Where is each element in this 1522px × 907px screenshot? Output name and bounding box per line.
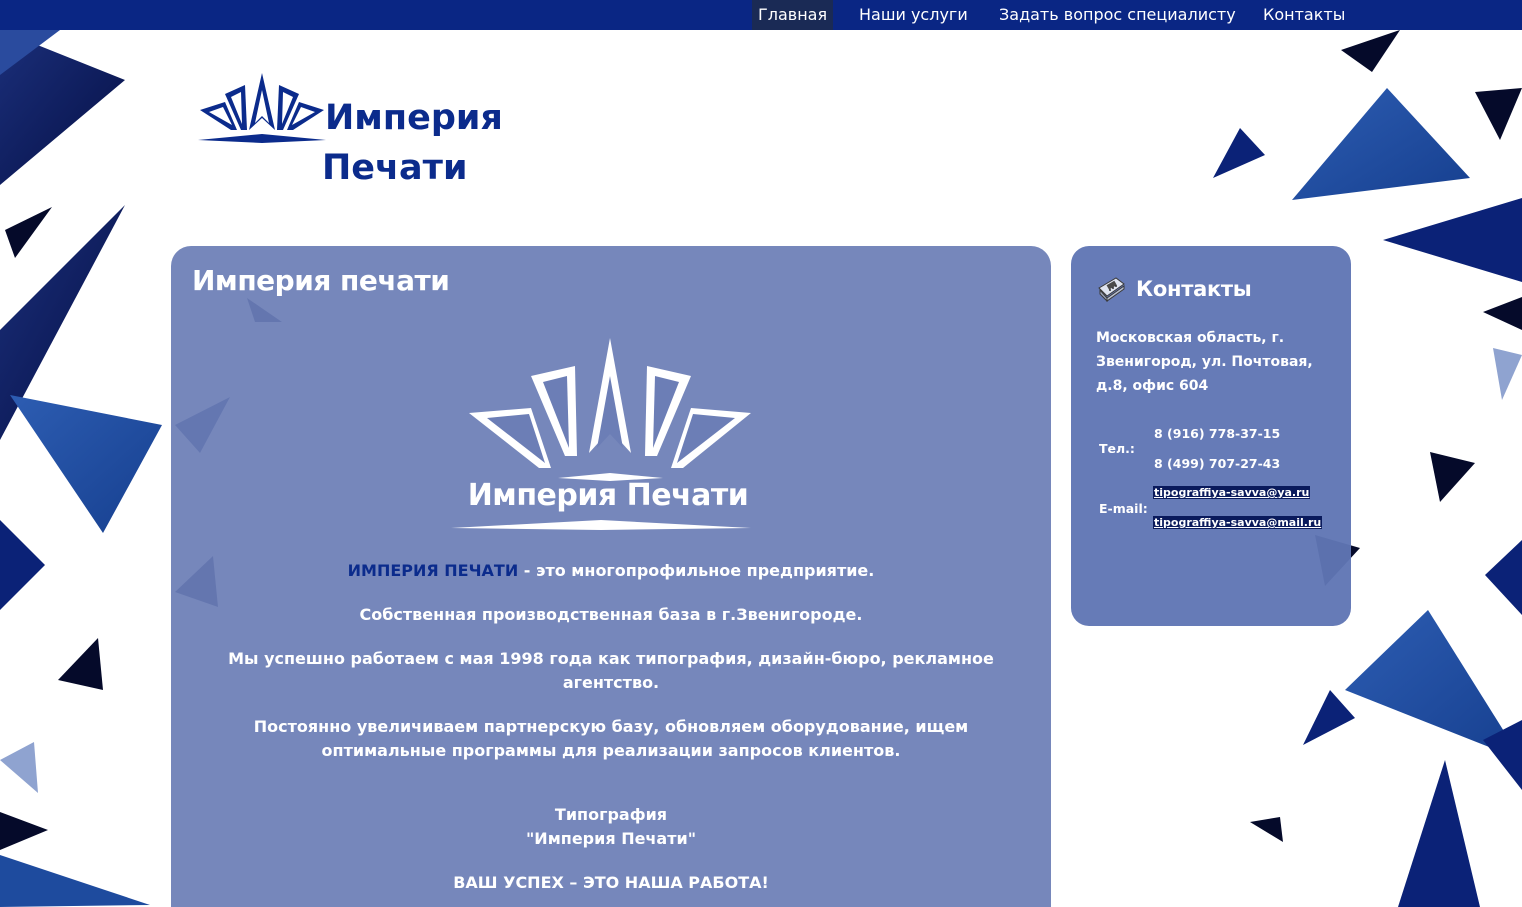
production-paragraph: Собственная производственная база в г.Звенигороде. (359, 605, 863, 624)
logo-text-line2: Печати (322, 148, 468, 188)
contacts-title: Контакты (1136, 277, 1252, 301)
email-link-2[interactable]: tipograffiya-savva@mail.ru (1154, 516, 1322, 529)
triangle (0, 520, 45, 610)
main-logo-text: Империя Печати (467, 478, 749, 513)
phone-1: 8 (916) 778-37-15 (1154, 426, 1281, 441)
signature-line1: Типография (554, 805, 668, 824)
signature-block (211, 803, 1011, 851)
slogan: ВАШ УСПЕХ – ЭТО НАША РАБОТА! (453, 873, 769, 892)
triangle (1292, 88, 1470, 200)
nav-item-services[interactable]: Наши услуги (859, 5, 968, 24)
triangle (1303, 690, 1355, 745)
triangle (1398, 760, 1480, 907)
triangle (1341, 30, 1400, 72)
nav-item-home[interactable]: Главная (752, 0, 833, 30)
intro-paragraph (211, 559, 1011, 583)
triangle (1213, 128, 1265, 178)
signature-line2: "Империя Печати" (525, 829, 697, 848)
triangle (0, 812, 48, 850)
main-logo (463, 338, 763, 538)
triangle (1475, 88, 1522, 140)
crown-star-icon (195, 68, 330, 148)
logo-text-line1: Империя (325, 98, 503, 138)
triangle (0, 855, 150, 907)
triangle (1483, 297, 1522, 330)
phone-2: 8 (499) 707-27-43 (1154, 456, 1281, 471)
triangle (1493, 348, 1522, 400)
telephone-icon (1096, 276, 1126, 302)
page-title: Империя печати (192, 264, 450, 297)
top-navigation (0, 0, 1522, 30)
email-link-1[interactable]: tipograffiya-savva@ya.ru (1154, 486, 1310, 499)
site-logo[interactable] (195, 68, 505, 193)
tel-label: Тел.: (1099, 441, 1135, 456)
triangle (1250, 817, 1283, 842)
growth-paragraph: Постоянно увеличиваем партнерскую базу, обновляем оборудование, ищем оптимальные программы для реализации запросов клиентов. (253, 717, 969, 760)
main-content-panel (171, 246, 1051, 907)
triangle (1383, 198, 1522, 282)
logo-underline (451, 518, 751, 532)
contacts-panel (1071, 246, 1351, 626)
history-paragraph: Мы успешно работаем с мая 1998 года как типография, дизайн-бюро, рекламное агентство. (228, 649, 994, 692)
nav-item-contacts[interactable]: Контакты (1263, 5, 1346, 24)
crown-star-icon (463, 338, 753, 483)
brand-name: ИМПЕРИЯ ПЕЧАТИ (347, 561, 519, 580)
intro-text: - это многопрофильное предприятие. (518, 561, 875, 580)
about-text (211, 559, 1011, 907)
triangle (10, 395, 162, 533)
triangle (0, 742, 38, 793)
triangle (1485, 540, 1522, 615)
contact-address: Московская область, г. Звенигород, ул. Почтовая, д.8, офис 604 (1096, 330, 1313, 394)
email-label: E-mail: (1099, 501, 1148, 516)
triangle (5, 207, 52, 258)
triangle (1430, 452, 1475, 502)
triangle (58, 638, 103, 690)
nav-item-ask-specialist[interactable]: Задать вопрос специалисту (999, 5, 1236, 24)
